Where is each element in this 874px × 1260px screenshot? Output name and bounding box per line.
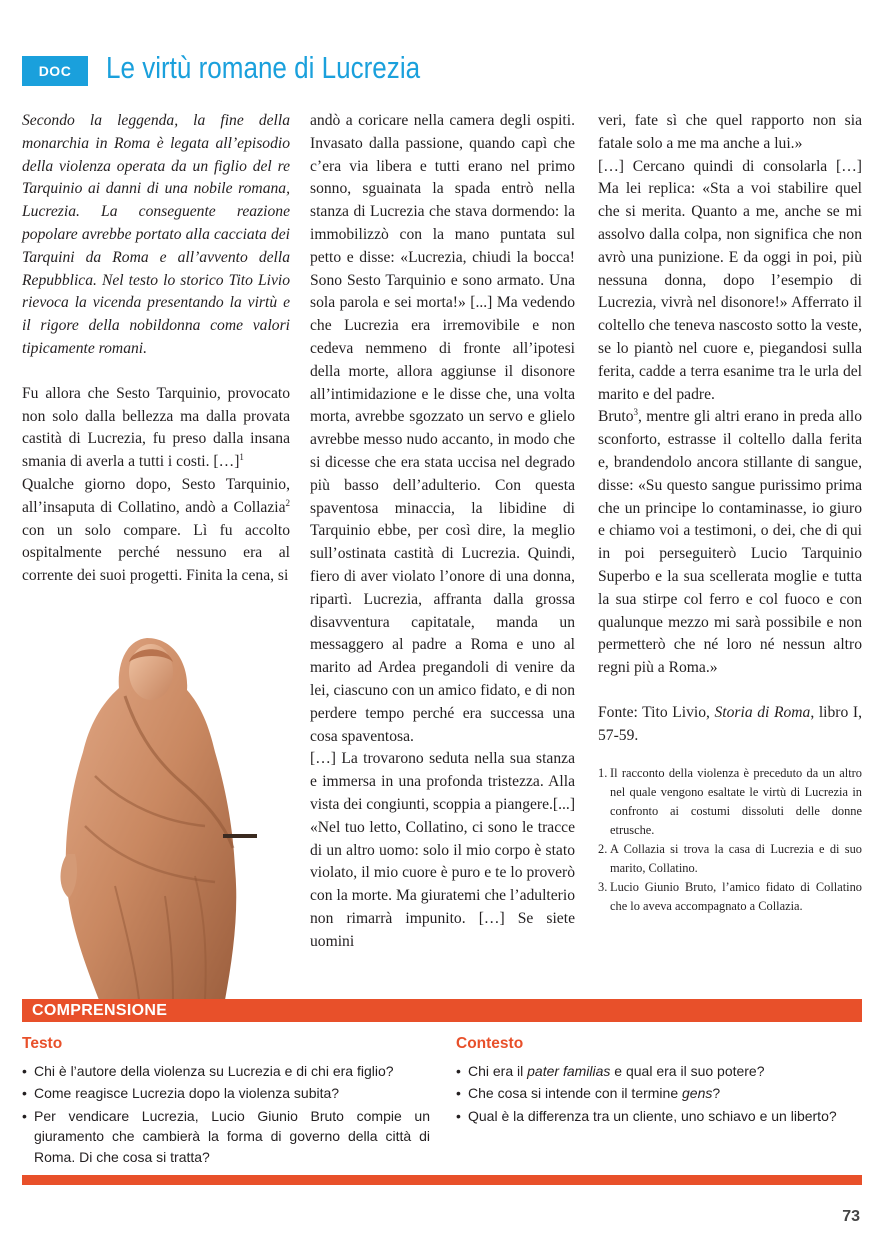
question-item: • Qual è la differenza tra un cliente, uno schiavo e un liberto? <box>456 1106 862 1127</box>
page-number: 73 <box>842 1208 860 1225</box>
body-paragraph: andò a coricare nella camera degli ospiti. Invasato dalla passione, quando capì che c’era via libera e tutti erano nel primo sonno, sguainata la spada entrò nella stanza di Lucrezia che stava dormendo: la immobilizzò con la mano puntata sul petto e disse: «Lucrezia, chiudi la bocca! Sono Sesto Tarquinio e sono armato. Una sola parola e sei morta!» [...] Ma vedendo che Lucrezia era irremovibile e non cedeva nemmeno di fronte all’ipotesi della morte, allora aggiunse il disonore all’intimidazione e le disse che, una volta morta, avrebbe sgozzato un servo e glielo avrebbe messo nudo accanto, in modo che si dicesse che era stata uccisa nel degrado più basso dell’adulterio. Con questa spaventosa minaccia, la libidine di Tarquinio ebbe, per così dire, la meglio sull’ostinata castità di Lucrezia. Quindi, fiero di aver violato l’onore di una donna, ripartì. Lucrezia, affranta dalla grossa disavventura capitatale, manda un messaggero al padre a Roma e uno al marito ad Ardea pregandoli di venire da lei, ciascuno con un amico fidato, e di non perdere tempo perché era successa una cosa spaventosa. <box>310 112 575 745</box>
doc-badge: DOC <box>22 56 88 86</box>
source-title: Storia di Roma <box>714 703 811 721</box>
contesto-heading: Contesto <box>456 1035 524 1052</box>
page-title: Le virtù romane di Lucrezia <box>106 50 421 85</box>
footnote-ref: 2 <box>285 497 290 508</box>
question-text: ? <box>712 1085 721 1101</box>
question-item: • Come reagisce Lucrezia dopo la violenza subita? <box>22 1083 430 1104</box>
body-paragraph <box>598 406 862 680</box>
question-text: e qual era il suo potere? <box>610 1062 765 1079</box>
footnote-text: Il racconto della violenza è preceduto da un altro nel quale vengono esaltate le virtù di Lucrezia in confronto ai costumi dissoluti delle donne etrusche. <box>610 765 862 837</box>
footnote-text: A Collazia si trova la casa di Lucrezia e di suo marito, Collatino. <box>610 841 862 875</box>
question-item: • Chi è l’autore della violenza su Lucrezia e di chi era figlio? <box>22 1061 430 1082</box>
text-column-3 <box>598 110 862 916</box>
body-text: con un solo compare. Lì fu accolto ospitalmente perché nessuno era al corrente dei suoi progetti. Finita la cena, si <box>22 521 290 585</box>
source-citation <box>598 702 862 748</box>
question-term: pater familias <box>527 1062 611 1079</box>
footnote-text: Lucio Giunio Bruto, l’amico fidato di Collatino che lo aveva accompagnato a Collazia. <box>610 879 862 913</box>
bottom-divider <box>22 1175 862 1185</box>
footnote <box>598 840 862 878</box>
body-paragraph: […] La trovarono seduta nella sua stanza e immersa in una profonda tristezza. Alla vista dei congiunti, scoppia a piangere.[...] «Nel tuo letto, Collatino, ci sono le tracce di un altro uomo: solo il mio corpo è stato violato, il mio cuore è puro e te lo proverò con la morte. Ma giuratemi che l’adulterio non rimarrà impunito. […] Se siete uomini <box>310 750 576 950</box>
body-paragraph <box>22 474 290 588</box>
body-text: Fu allora che Sesto Tarquinio, provocato non solo dalla bellezza ma dalla provata castità di Lucrezia, fu preso dalla insana smania di averla a tutti i costi. […] <box>22 384 290 471</box>
testo-question-list <box>22 1061 430 1168</box>
source-suffix: , libro I, 57-59. <box>598 703 862 744</box>
footnote-ref: 3 <box>633 407 639 418</box>
footnote-number: 3. <box>598 879 608 894</box>
lucrezia-statue-image <box>55 626 265 1000</box>
body-paragraph: veri, fate sì che quel rapporto non sia fatale solo a me ma anche a lui.» <box>598 112 862 152</box>
footnotes <box>598 764 862 916</box>
testo-questions <box>22 1034 430 1169</box>
question-item <box>456 1083 862 1104</box>
question-text: Chi era il <box>468 1062 528 1079</box>
source-prefix: Fonte: Tito Livio, <box>598 703 715 721</box>
footnote-number: 1. <box>598 765 608 780</box>
contesto-question-list <box>456 1061 862 1127</box>
contesto-questions <box>456 1034 862 1128</box>
text-column-1 <box>22 110 290 588</box>
question-item <box>456 1061 862 1082</box>
body-paragraph: […] Cercano quindi di consolarla […] Ma lei replica: «Sta a voi stabilire quel che si merita. Quanto a me, anche se mi assolvo dalla colpa, non significa che non avrò una punizione. E da oggi in poi, più nessuna donna, dopo l’esempio di Lucrezia, vivrà nel disonore!» Afferrato il coltello che teneva nascosto sotto la veste, se lo piantò nel cuore e, piegandosi sulla ferita, cadde a terra esanime tra le urla del marito e del padre. <box>598 157 862 403</box>
footnote <box>598 764 862 840</box>
testo-heading: Testo <box>22 1035 63 1052</box>
footnote-ref: 1 <box>239 451 244 462</box>
question-term: gens <box>682 1085 713 1101</box>
body-text: Qualche giorno dopo, Sesto Tarquinio, all’insaputa di Collatino, andò a Collazia <box>22 475 290 516</box>
comprensione-banner: COMPRENSIONE <box>22 999 862 1022</box>
document-header <box>22 50 862 88</box>
question-item: • Per vendicare Lucrezia, Lucio Giunio Bruto compie un giuramento che cambierà la forma di governo della città di Roma. Di che cosa si tratta? <box>22 1106 430 1168</box>
intro-paragraph: Secondo la leggenda, la fine della monarchia in Roma è legata all’episodio della violenza operata da un figlio del re Tarquinio ai danni di una nobile romana, Lucrezia. La conseguente reazione popolare avrebbe portato alla cacciata dei Tarquini da Roma e all’avvento della Repubblica. Nel testo lo storico Tito Livio rievoca la vicenda presentando la virtù e il rigore della nobildonna come valori tipicamente romani. <box>22 112 290 357</box>
body-text: , mentre gli altri erano in preda allo sconforto, estrasse il coltello dalla ferita e, brandendolo ancora stillante di sangue, disse: «Su questo sangue purissimo prima che un principe lo contaminasse, io giuro e chiamo voi a testimoni, o dei, che di qui in poi perseguiterò Lucio Tarquinio Superbo e la sua scellerata moglie e tutta la sua stirpe col ferro e col fuoco e con qualunque mezzo mi sarà possibile e non permetterò che né loro né nessun altro regni più a Roma.» <box>598 408 862 677</box>
text-column-2 <box>310 110 575 953</box>
body-paragraph <box>22 383 290 474</box>
question-text: Che cosa si intende con il termine <box>468 1085 682 1101</box>
footnote <box>598 878 862 916</box>
footnote-number: 2. <box>598 841 608 856</box>
body-text: Bruto <box>598 408 634 426</box>
